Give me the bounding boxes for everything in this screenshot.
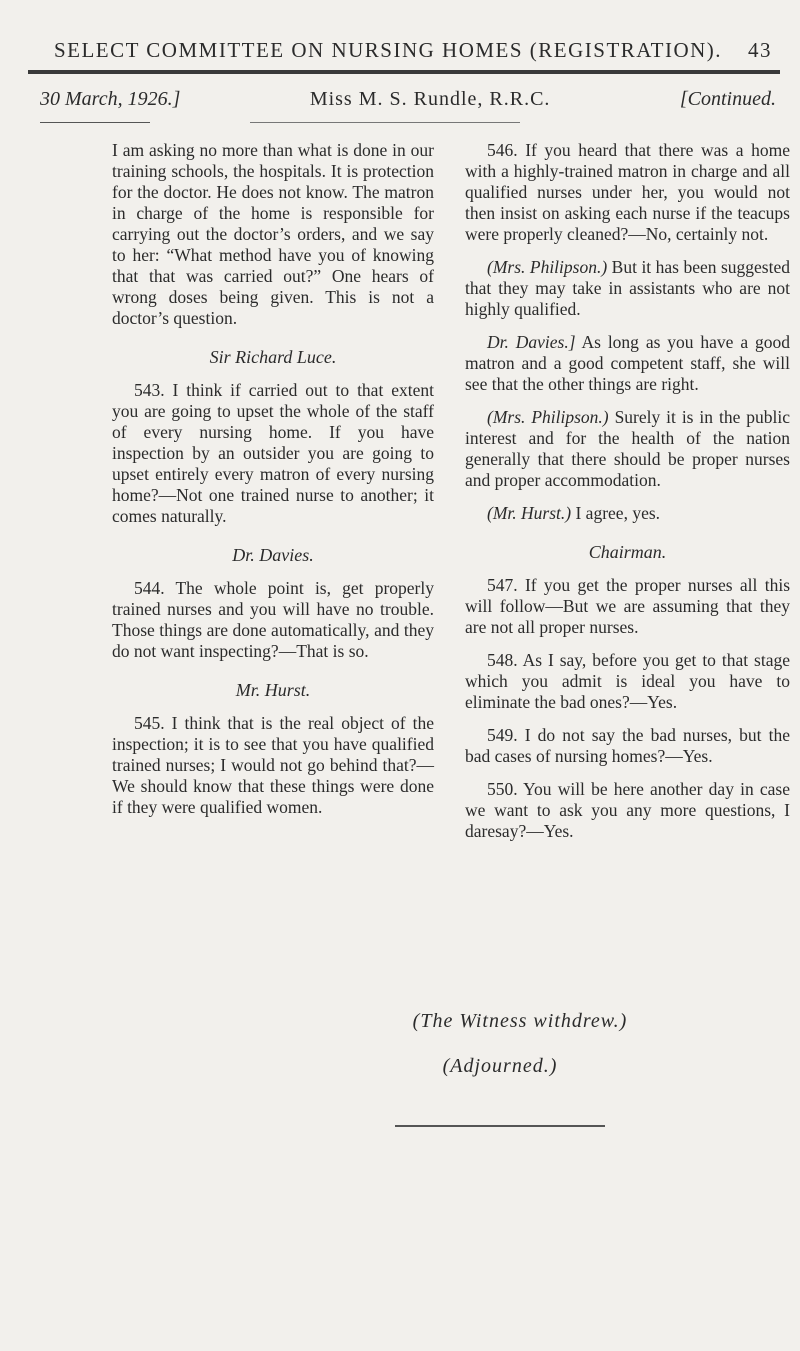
- speaker-heading: Mr. Hurst.: [235, 680, 311, 700]
- question-544: 544. The whole point is, get properly trained nurses and you will have no trouble. Those things are done automatically, and they do not want inspecting?—That is so.: [112, 578, 434, 661]
- adjourned-note: (Adjourned.): [442, 1055, 558, 1077]
- end-rule: [395, 1125, 605, 1127]
- interjection: [465, 503, 790, 524]
- witness-name-main: Miss M. S. Rundle,: [309, 88, 484, 110]
- question-543: 543. I think if carried out to that extent you are going to upset the whole of the staff of every nursing home. If you have inspection by an outsider you are going to upset entirely every matron of every nursing home?—Not one trained nurse to another; it comes naturally.: [112, 380, 434, 526]
- paragraph: I am asking no more than what is done in our training schools, the hospitals. It is protection for the doctor. He does not know. The matron in charge of the home is responsible for carrying out the doctor’s orders, and we say to her: “What method have you of knowing that that was carried out?” One hears of wrong doses being given. This is not a doctor’s question.: [112, 140, 434, 328]
- interjection: [465, 257, 790, 320]
- question-548: 548. As I say, before you get to that stage which you admit is ideal you have to eliminate the bad ones?—Yes.: [465, 650, 790, 712]
- interjector-name: (Mrs. Philipson.): [487, 257, 608, 277]
- speaker-heading: Chairman.: [588, 542, 667, 562]
- subhead: [40, 88, 776, 111]
- question-550: 550. You will be here another day in case we want to ask you any more questions, I daresay?—Yes.: [465, 779, 790, 841]
- document-title: SELECT COMMITTEE ON NURSING HOMES (REGISTRATION).: [53, 38, 723, 62]
- speaker-heading: Dr. Davies.: [232, 545, 314, 565]
- right-column: [465, 140, 790, 854]
- page-number: 43: [748, 38, 772, 62]
- subhead-rule-left: [40, 122, 150, 123]
- witness-withdrew-note: (The Witness withdrew.): [412, 1010, 628, 1032]
- question-547: 547. If you get the proper nurses all this will follow—But we are assuming that they are not all proper nurses.: [465, 575, 790, 637]
- left-column: [112, 140, 434, 830]
- interjector-name: Dr. Davies.]: [487, 332, 576, 352]
- interjection-text: As long as you have a good matron and a good competent staff, she will see that the other things are right.: [465, 332, 790, 394]
- interjector-name: (Mrs. Philipson.): [487, 407, 609, 427]
- subhead-rule-mid: [250, 122, 520, 123]
- interjector-name: (Mr. Hurst.): [487, 503, 572, 523]
- running-head: [28, 38, 772, 63]
- continued-label: [Continued.: [679, 88, 776, 110]
- question-549: 549. I do not say the bad nurses, but the bad cases of nursing homes?—Yes.: [465, 725, 790, 766]
- interjection-text: Surely it is in the public interest and for the health of the nation generally that there should be proper nurses and proper accommodation.: [465, 407, 791, 490]
- interjection-text: But it has been suggested that they may take in assistants who are not highly qualified.: [465, 257, 790, 319]
- speaker-heading: Sir Richard Luce.: [209, 347, 337, 367]
- interjection: [465, 332, 790, 395]
- question-545: 545. I think that is the real object of the inspection; it is to see that you have qualified trained nurses; I would not go behind that?—We should know that these things were done if they were qualified women.: [112, 713, 434, 817]
- header-rule: [28, 70, 780, 74]
- question-546: 546. If you heard that there was a home with a highly-trained matron in charge and all qualified nurses under her, you would not then insist on asking each nurse if the teacups were properly cleaned?—No, certainly not.: [465, 140, 790, 244]
- session-date: 30 March, 1926.]: [40, 88, 181, 110]
- interjection: [465, 407, 790, 491]
- witness-name: [310, 88, 551, 111]
- interjection-text: I agree, yes.: [575, 503, 661, 523]
- witness-suffix: R.R.C.: [489, 88, 551, 110]
